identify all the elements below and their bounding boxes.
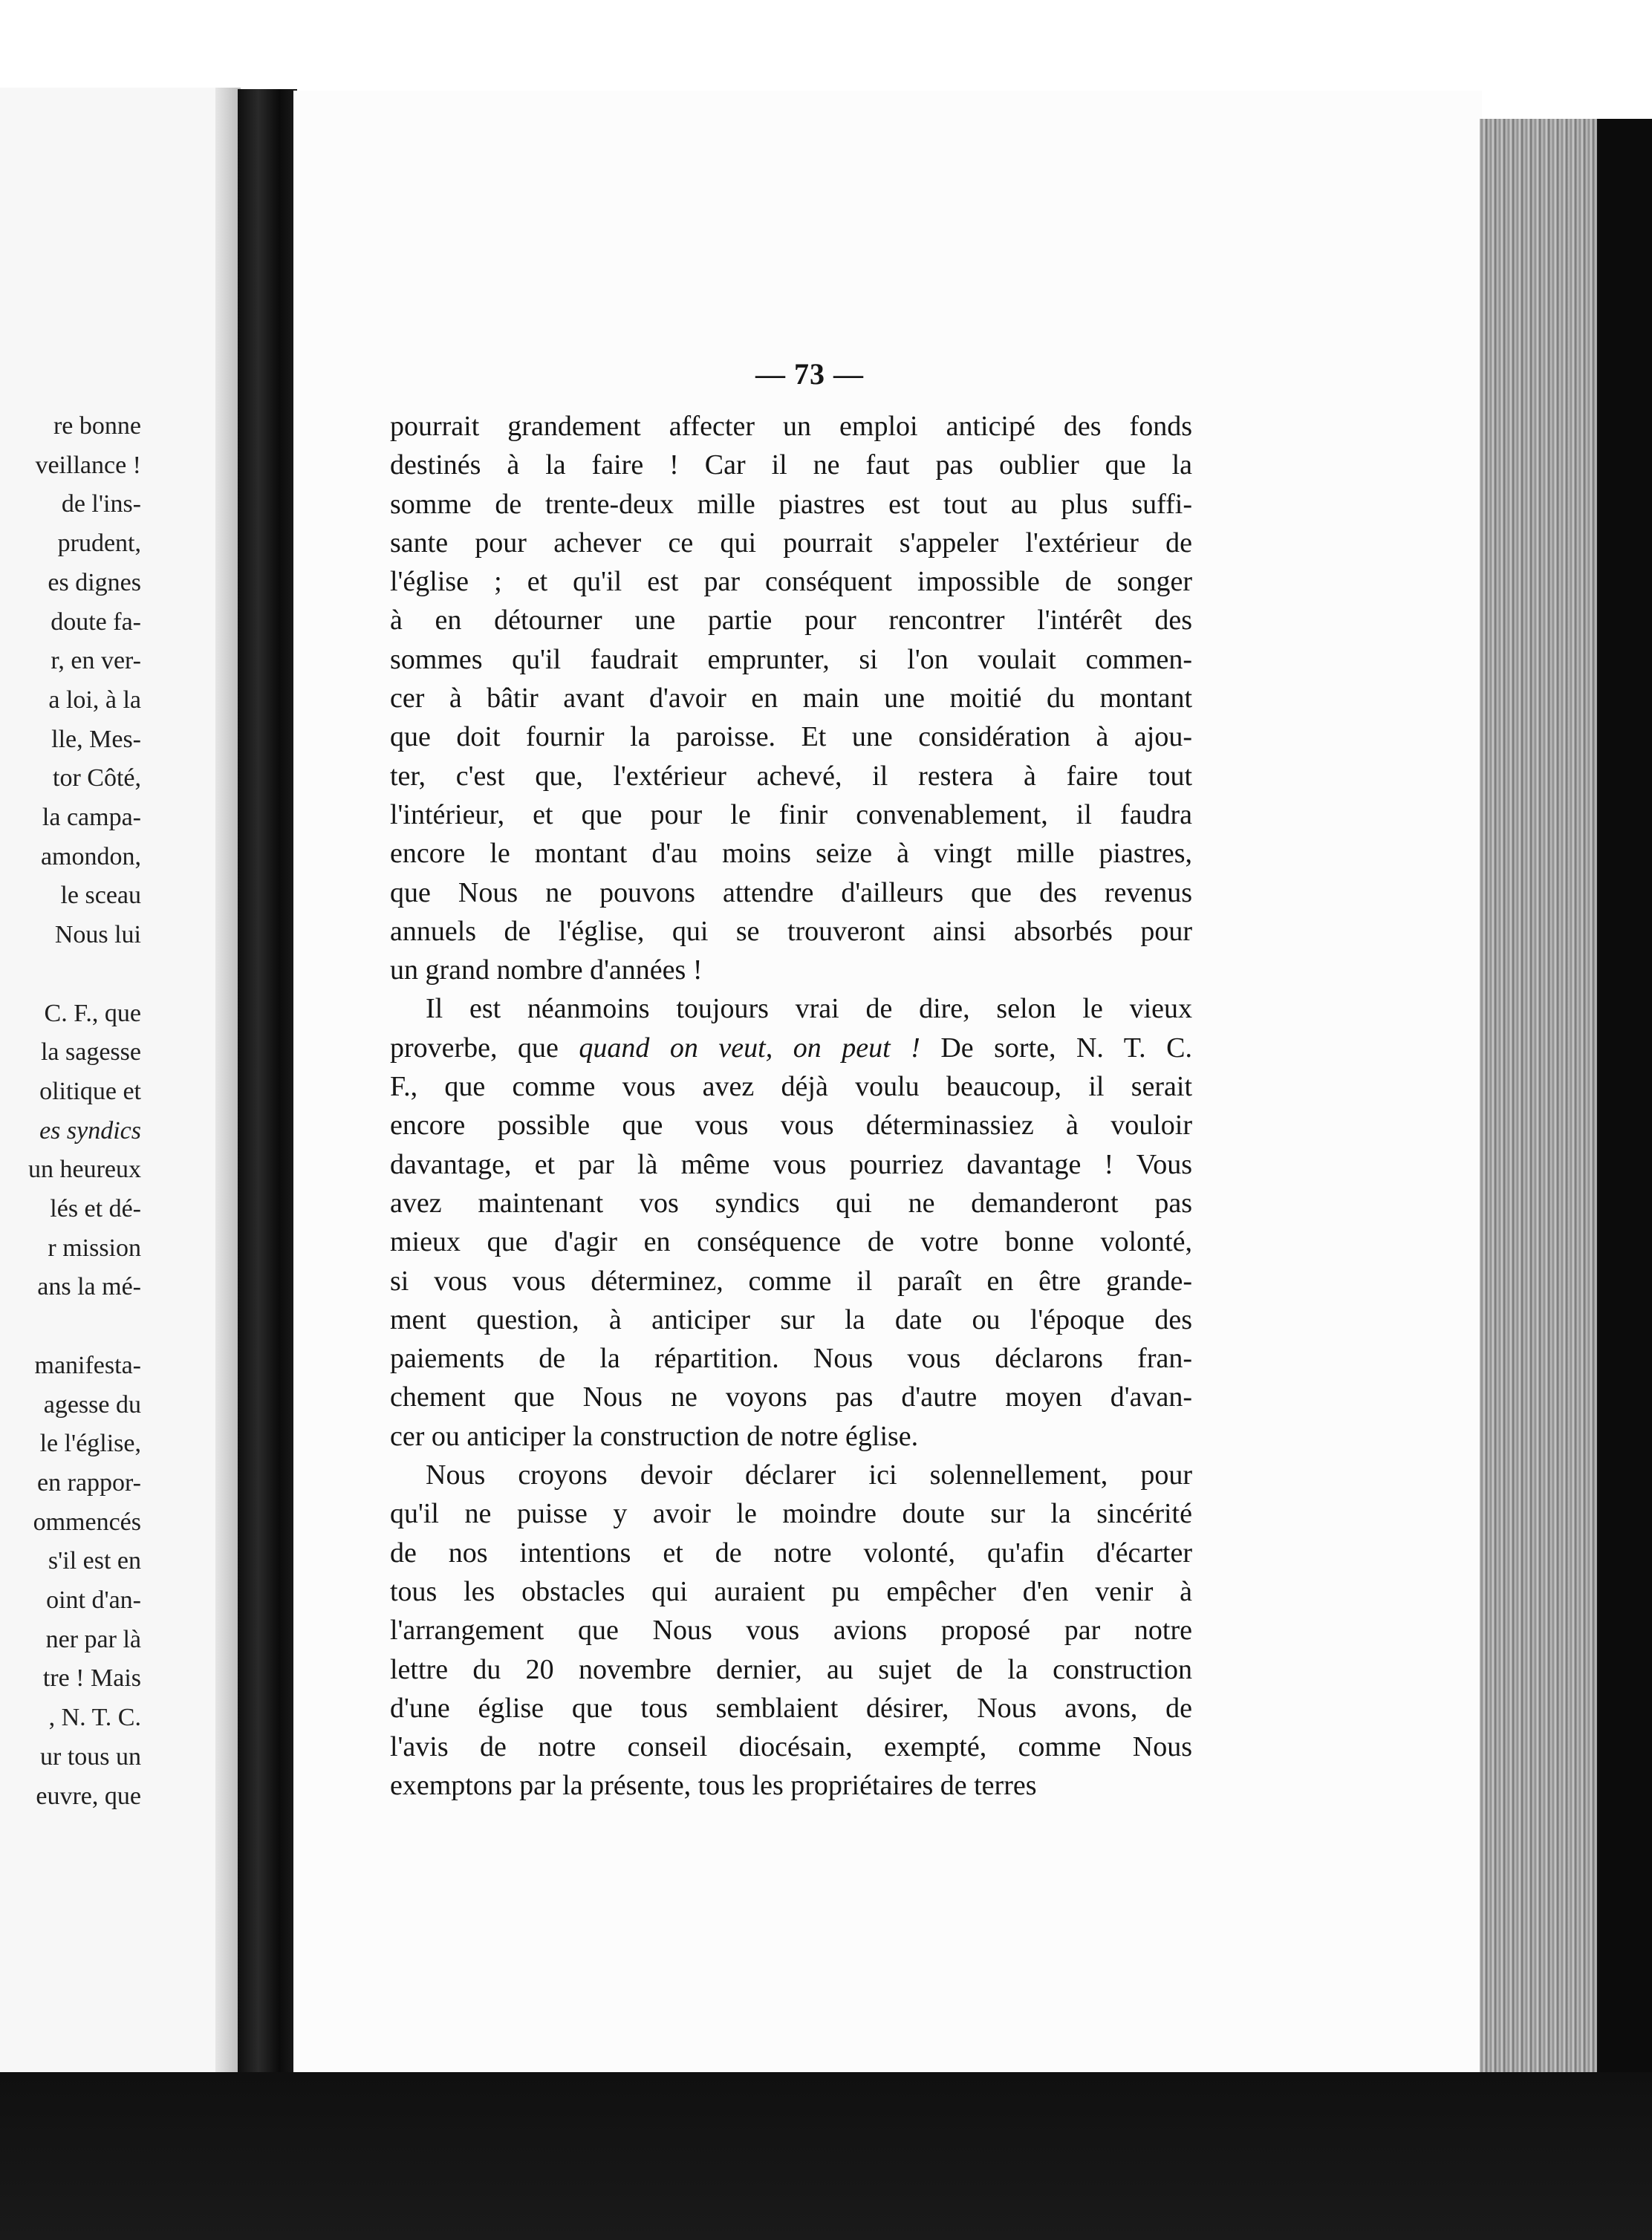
left-page-line: manifesta- — [34, 1351, 141, 1379]
text-line: exemptons par la présente, tous les propriétaires de terres — [390, 1770, 1037, 1802]
text-line: Nous croyons devoir déclarer ici solennellement, pour — [426, 1459, 1192, 1491]
bottom-background — [0, 2072, 1652, 2240]
left-page-line: r, en ver- — [51, 647, 141, 675]
text-line: encore le montant d'au moins seize à vingt mille piastres, — [390, 838, 1192, 870]
left-page-line: ommencés — [33, 1508, 141, 1536]
left-page-line: doute fa- — [51, 608, 141, 636]
left-page-line: ner par là — [45, 1625, 141, 1653]
text-line: d'une église que tous semblaient désirer, Nous avons, de — [390, 1692, 1192, 1724]
text-line — [390, 1029, 1192, 1067]
text-line: l'arrangement que Nous vous avions proposé par notre — [390, 1615, 1192, 1647]
left-page-line: re bonne — [53, 412, 141, 440]
left-page-line: oint d'an- — [46, 1586, 141, 1614]
text-line: sommes qu'il faudrait emprunter, si l'on voulait commen- — [390, 643, 1192, 675]
text-line: paiements de la répartition. Nous vous déclarons fran- — [390, 1343, 1192, 1375]
left-page-line: un heureux — [27, 1156, 141, 1184]
left-page-line: lle, Mes- — [51, 725, 141, 753]
text-line: un grand nombre d'années ! — [390, 954, 703, 986]
body-text — [390, 407, 1192, 1806]
left-page-line: C. F., que — [44, 999, 141, 1027]
text-line: l'avis de notre conseil diocésain, exempté, comme Nous — [390, 1731, 1192, 1763]
book-binding — [238, 89, 297, 2080]
text-line: que Nous ne pouvons attendre d'ailleurs que des revenus — [390, 876, 1192, 908]
left-page-line: s'il est en — [48, 1547, 141, 1575]
left-page-line: olitique et — [39, 1077, 141, 1105]
right-background — [1597, 119, 1652, 2094]
text-line: si vous vous déterminez, comme il paraît en être grande- — [390, 1265, 1192, 1297]
left-page-line: prudent, — [57, 530, 141, 558]
text-line: que doit fournir la paroisse. Et une considération à ajou- — [390, 721, 1192, 753]
text-line: qu'il ne puisse y avoir le moindre doute sur la sincérité — [390, 1498, 1192, 1530]
left-page-line: agesse du — [43, 1390, 141, 1419]
text-line: annuels de l'église, qui se trouveront ainsi absorbés pour — [390, 915, 1192, 947]
left-page-line: a loi, à la — [48, 686, 141, 714]
left-page-line: le sceau — [60, 882, 141, 910]
left-page-line: le l'église, — [39, 1430, 141, 1458]
text-line: chement que Nous ne voyons pas d'autre moyen d'avan- — [390, 1381, 1192, 1413]
top-background — [0, 0, 1652, 88]
left-page-line: tor Côté, — [53, 764, 141, 792]
left-page-line: veillance ! — [35, 451, 141, 479]
left-page-line: en rappor- — [37, 1468, 141, 1497]
left-page-line: lés et dé- — [50, 1195, 141, 1222]
text-line: l'intérieur, et que pour le finir convenablement, il faudra — [390, 798, 1192, 830]
text-line: somme de trente-deux mille piastres est tout au plus suffi- — [390, 488, 1192, 520]
text-line: pourrait grandement affecter un emploi anticipé des fonds — [390, 411, 1192, 442]
text-line: avez maintenant vos syndics qui ne demanderont pas — [390, 1187, 1192, 1219]
text-line: F., que comme vous avez déjà voulu beaucoup, il serait — [390, 1071, 1192, 1103]
text-line: lettre du 20 novembre dernier, au sujet de la construction — [390, 1653, 1192, 1685]
text-line: l'église ; et qu'il est par conséquent impossible de songer — [390, 566, 1192, 598]
left-page-line: de l'ins- — [61, 490, 141, 518]
left-page-line: ur tous un — [40, 1742, 141, 1771]
text-line: sante pour achever ce qui pourrait s'appeler l'extérieur de — [390, 527, 1192, 559]
text-line: Il est néanmoins toujours vrai de dire, selon le vieux — [426, 993, 1192, 1025]
left-page-line: la campa- — [42, 804, 141, 831]
left-page-line: ans la mé- — [37, 1273, 141, 1301]
left-page-line: es dignes — [48, 568, 141, 596]
left-page-line: Nous lui — [54, 921, 141, 949]
italic-proverb: quand on veut, on peut ! — [579, 1032, 920, 1064]
text-line: tous les obstacles qui auraient pu empêcher d'en venir à — [390, 1575, 1192, 1607]
text-fragment: De sorte, N. T. C. — [920, 1032, 1192, 1064]
left-page-line: , N. T. C. — [48, 1704, 141, 1732]
left-page-edge — [215, 88, 241, 2078]
text-fragment: proverbe, que — [390, 1032, 579, 1064]
left-page-line: r mission — [48, 1234, 141, 1262]
left-page-line: amondon, — [40, 842, 141, 870]
text-line: ter, c'est que, l'extérieur achevé, il restera à faire tout — [390, 760, 1192, 792]
page-edges-stack — [1480, 119, 1599, 2080]
text-line: mieux que d'agir en conséquence de votre bonne volonté, — [390, 1226, 1192, 1258]
text-line: davantage, et par là même vous pourriez davantage ! Vous — [390, 1148, 1192, 1180]
text-line: de nos intentions et de notre volonté, qu'afin d'écarter — [390, 1537, 1192, 1569]
text-line: ment question, à anticiper sur la date ou l'époque des — [390, 1303, 1192, 1335]
text-line: encore possible que vous vous déterminassiez à vouloir — [390, 1110, 1192, 1142]
text-line: cer à bâtir avant d'avoir en main une moitié du montant — [390, 683, 1192, 714]
left-page-line: la sagesse — [40, 1038, 141, 1067]
left-page-line: euvre, que — [36, 1782, 141, 1810]
page-number: — 73 — — [755, 357, 864, 391]
text-line: cer ou anticiper la construction de notre église. — [390, 1420, 919, 1452]
left-page-line: es syndics — [39, 1116, 141, 1145]
left-page-line: tre ! Mais — [42, 1664, 141, 1693]
text-line: à en détourner une partie pour rencontrer l'intérêt des — [390, 605, 1192, 636]
text-line: destinés à la faire ! Car il ne faut pas oublier que la — [390, 449, 1192, 481]
